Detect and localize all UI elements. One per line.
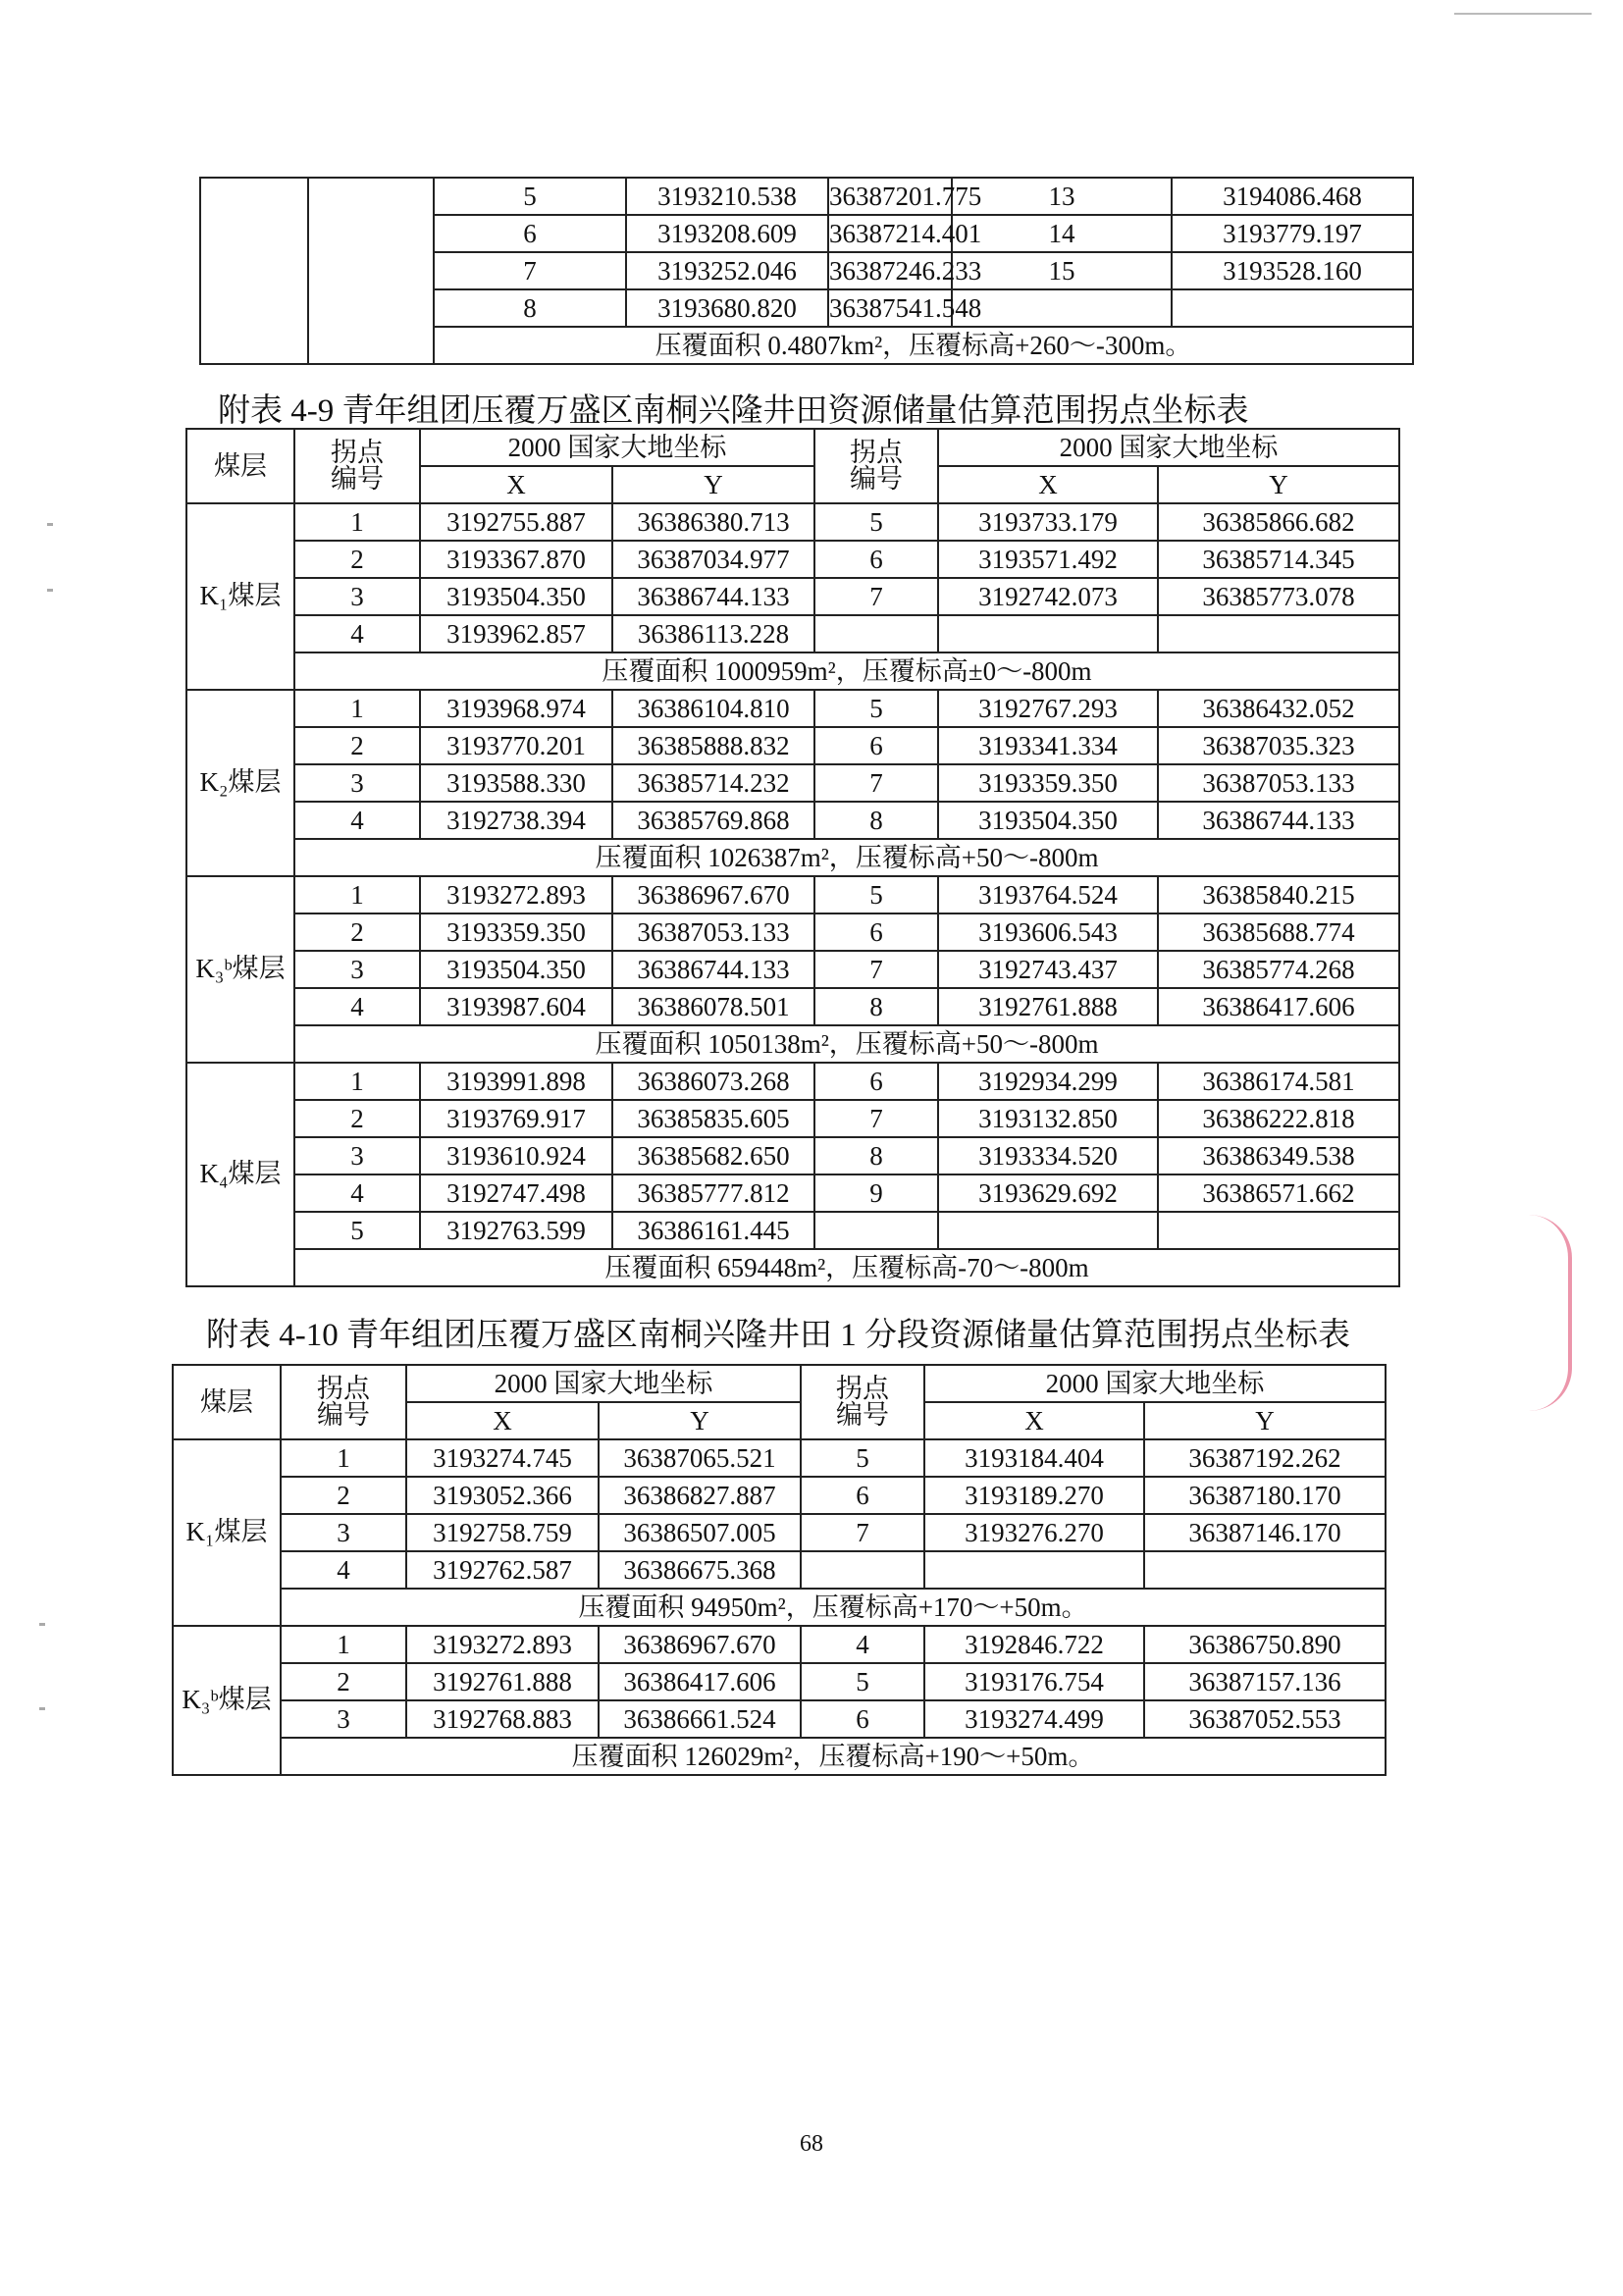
point-number-cell: 5: [814, 690, 938, 727]
point-number-cell: 7: [814, 951, 938, 988]
y-header: Y: [1158, 466, 1399, 503]
point-number-cell: 6: [814, 541, 938, 578]
x-coordinate-cell: 3193184.404: [924, 1439, 1144, 1477]
x-coordinate-cell: 3193252.046: [626, 252, 828, 289]
scan-mark: [47, 523, 53, 526]
point-number-cell: 7: [434, 252, 626, 289]
table-4-9: [185, 428, 1400, 1287]
table-row: [186, 727, 1399, 764]
area-elevation-footer: 压覆面积 126029m²，压覆标高+190～+50m。: [281, 1738, 1386, 1775]
point-number-cell: 4: [294, 615, 420, 652]
y-header: Y: [599, 1402, 801, 1439]
point-number-cell: 4: [294, 1174, 420, 1212]
red-stamp-edge: [1529, 1215, 1572, 1411]
seam-cell: [200, 178, 308, 364]
x-coordinate-cell: 3193132.850: [938, 1100, 1158, 1137]
point-number-cell: 8: [814, 802, 938, 839]
x-coordinate-cell: 3193987.604: [420, 988, 612, 1025]
y-coordinate-cell: 36385714.345: [1158, 541, 1399, 578]
table-row: [173, 1439, 1386, 1477]
x-coordinate-cell: 3193733.179: [938, 503, 1158, 541]
point-number-header: [814, 429, 938, 503]
table-row: [186, 913, 1399, 951]
x-coordinate-cell: 3194086.468: [1172, 178, 1413, 215]
point-number-cell: 2: [281, 1663, 406, 1700]
y-coordinate-cell: 36387034.977: [612, 541, 814, 578]
table-row: [186, 951, 1399, 988]
point-number-cell: 1: [294, 690, 420, 727]
y-coordinate-cell: 36386744.133: [612, 951, 814, 988]
y-coordinate-cell: 36386078.501: [612, 988, 814, 1025]
x-coordinate-cell: 3192768.883: [406, 1700, 599, 1738]
footer-row: [173, 1589, 1386, 1626]
scan-mark: [39, 1623, 45, 1626]
x-coordinate-cell: 3193052.366: [406, 1477, 599, 1514]
table-row: [186, 690, 1399, 727]
x-coordinate-cell: 3193764.524: [938, 876, 1158, 913]
x-coordinate-cell: 3193341.334: [938, 727, 1158, 764]
y-header: Y: [1144, 1402, 1386, 1439]
y-coordinate-cell: 36387180.170: [1144, 1477, 1386, 1514]
y-coordinate-cell: 36387192.262: [1144, 1439, 1386, 1477]
area-elevation-footer: 压覆面积 94950m²，压覆标高+170～+50m。: [281, 1589, 1386, 1626]
point-number-cell: 5: [814, 876, 938, 913]
y-coordinate-cell: 36385773.078: [1158, 578, 1399, 615]
y-coordinate-cell: 36385714.232: [612, 764, 814, 802]
x-coordinate-cell: 3192747.498: [420, 1174, 612, 1212]
y-coordinate-cell: 36386967.670: [612, 876, 814, 913]
x-coordinate-cell: 3193176.754: [924, 1663, 1144, 1700]
y-coordinate-cell: 36387201.775: [828, 178, 952, 215]
point-number-cell: 6: [814, 1063, 938, 1100]
coordinate-header: 2000 国家大地坐标: [406, 1365, 801, 1402]
x-header: X: [924, 1402, 1144, 1439]
point-number-cell: 15: [952, 252, 1172, 289]
area-elevation-footer: 压覆面积 1000959m²，压覆标高±0～-800m: [294, 652, 1399, 690]
footer-row: [186, 1249, 1399, 1286]
y-coordinate-cell: 36386571.662: [1158, 1174, 1399, 1212]
point-number-cell: [801, 1551, 924, 1589]
point-number-cell: 1: [294, 876, 420, 913]
y-coordinate-cell: 36385835.605: [612, 1100, 814, 1137]
y-coordinate-cell: 36387065.521: [599, 1439, 801, 1477]
y-coordinate-cell: 36387053.133: [1158, 764, 1399, 802]
x-coordinate-cell: 3192761.888: [938, 988, 1158, 1025]
scan-edge-line: [1454, 13, 1592, 15]
point-number-cell: 13: [952, 178, 1172, 215]
x-coordinate-cell: [938, 615, 1158, 652]
coordinate-table-continued: [199, 177, 1414, 365]
point-number-cell: 2: [281, 1477, 406, 1514]
table-row: [186, 615, 1399, 652]
table-row: [186, 988, 1399, 1025]
x-coordinate-cell: 3193272.893: [420, 876, 612, 913]
y-coordinate-cell: 36387541.548: [828, 289, 952, 327]
x-coordinate-cell: 3193571.492: [938, 541, 1158, 578]
x-coordinate-cell: 3193968.974: [420, 690, 612, 727]
y-coordinate-cell: 36385866.682: [1158, 503, 1399, 541]
table-row: [186, 1212, 1399, 1249]
point-number-cell: 3: [294, 578, 420, 615]
x-coordinate-cell: 3192742.073: [938, 578, 1158, 615]
table-row: [186, 541, 1399, 578]
y-coordinate-cell: 36385888.832: [612, 727, 814, 764]
table-row: [173, 1700, 1386, 1738]
point-number-cell: 2: [294, 913, 420, 951]
x-coordinate-cell: 3192762.587: [406, 1551, 599, 1589]
x-coordinate-cell: 3192767.293: [938, 690, 1158, 727]
table-4-10: [172, 1364, 1387, 1776]
seam-cell: K₁煤层: [186, 503, 294, 690]
point-number-cell: 3: [281, 1514, 406, 1551]
y-coordinate-cell: 36386827.887: [599, 1477, 801, 1514]
coordinate-header: 2000 国家大地坐标: [420, 429, 814, 466]
table-row: [200, 178, 1413, 215]
area-elevation-footer: 压覆面积 0.4807km²，压覆标高+260～-300m。: [434, 327, 1413, 364]
header-line: 拐点: [836, 1374, 889, 1403]
table-4-10-caption: 附表 4-10 青年组团压覆万盛区南桐兴隆井田 1 分段资源储量估算范围拐点坐标表: [206, 1318, 1350, 1353]
point-number-cell: 7: [801, 1514, 924, 1551]
x-coordinate-cell: 3192761.888: [406, 1663, 599, 1700]
footer-row: [173, 1738, 1386, 1775]
header-line: 编号: [836, 1400, 889, 1430]
table-row: [186, 802, 1399, 839]
seam-cell: K₂煤层: [186, 690, 294, 876]
x-coordinate-cell: 3193504.350: [938, 802, 1158, 839]
y-coordinate-cell: 36385688.774: [1158, 913, 1399, 951]
point-number-cell: 7: [814, 578, 938, 615]
x-coordinate-cell: 3193991.898: [420, 1063, 612, 1100]
scan-mark: [47, 589, 53, 592]
x-coordinate-cell: [938, 1212, 1158, 1249]
scan-mark: [39, 1707, 45, 1710]
point-number-header: [801, 1365, 924, 1439]
x-coordinate-cell: 3193588.330: [420, 764, 612, 802]
point-number-cell: 8: [814, 988, 938, 1025]
point-number-cell: 3: [294, 951, 420, 988]
table-row: [173, 1626, 1386, 1663]
table-4-9-caption: 附表 4-9 青年组团压覆万盛区南桐兴隆井田资源储量估算范围拐点坐标表: [218, 393, 1249, 429]
y-coordinate-cell: 36387146.170: [1144, 1514, 1386, 1551]
y-coordinate-cell: 36386967.670: [599, 1626, 801, 1663]
x-coordinate-cell: 3193276.270: [924, 1514, 1144, 1551]
x-coordinate-cell: 3192738.394: [420, 802, 612, 839]
seam-cell: [308, 178, 434, 364]
x-coordinate-cell: 3193610.924: [420, 1137, 612, 1174]
point-number-cell: 3: [294, 1137, 420, 1174]
y-coordinate-cell: 36385774.268: [1158, 951, 1399, 988]
y-coordinate-cell: 36385682.650: [612, 1137, 814, 1174]
y-header: Y: [612, 466, 814, 503]
x-coordinate-cell: 3193504.350: [420, 578, 612, 615]
x-coordinate-cell: 3192758.759: [406, 1514, 599, 1551]
header-row: [173, 1365, 1386, 1402]
x-coordinate-cell: 3193528.160: [1172, 252, 1413, 289]
x-header: X: [406, 1402, 599, 1439]
point-number-cell: 1: [281, 1439, 406, 1477]
point-number-cell: 6: [801, 1477, 924, 1514]
coordinate-header: 2000 国家大地坐标: [924, 1365, 1386, 1402]
table-row: [173, 1551, 1386, 1589]
table-row: [186, 1100, 1399, 1137]
point-number-cell: 4: [281, 1551, 406, 1589]
y-coordinate-cell: 36386161.445: [612, 1212, 814, 1249]
x-coordinate-cell: 3192763.599: [420, 1212, 612, 1249]
point-number-cell: [814, 615, 938, 652]
seam-cell: K₄煤层: [186, 1063, 294, 1286]
x-coordinate-cell: 3192755.887: [420, 503, 612, 541]
x-coordinate-cell: 3193962.857: [420, 615, 612, 652]
table-row: [173, 1663, 1386, 1700]
y-coordinate-cell: 36386744.133: [1158, 802, 1399, 839]
point-number-cell: 5: [294, 1212, 420, 1249]
point-number-cell: 5: [801, 1439, 924, 1477]
y-coordinate-cell: [1158, 1212, 1399, 1249]
point-number-cell: 1: [281, 1626, 406, 1663]
point-number-header: [294, 429, 420, 503]
point-number-cell: 1: [294, 503, 420, 541]
x-coordinate-cell: 3193359.350: [420, 913, 612, 951]
point-number-cell: [952, 289, 1172, 327]
y-coordinate-cell: 36386073.268: [612, 1063, 814, 1100]
table-row: [186, 764, 1399, 802]
table-row: [173, 1514, 1386, 1551]
table-row: [173, 1477, 1386, 1514]
y-coordinate-cell: 36386113.228: [612, 615, 814, 652]
y-coordinate-cell: 36386661.524: [599, 1700, 801, 1738]
seam-cell: K₁煤层: [173, 1439, 281, 1626]
x-coordinate-cell: 3192934.299: [938, 1063, 1158, 1100]
header-line: 拐点: [331, 438, 384, 467]
y-coordinate-cell: 36386744.133: [612, 578, 814, 615]
x-coordinate-cell: 3193189.270: [924, 1477, 1144, 1514]
y-coordinate-cell: 36387053.133: [612, 913, 814, 951]
point-number-cell: 9: [814, 1174, 938, 1212]
x-header: X: [420, 466, 612, 503]
x-coordinate-cell: [1172, 289, 1413, 327]
point-number-cell: 7: [814, 764, 938, 802]
y-coordinate-cell: [1158, 615, 1399, 652]
table-row: [186, 578, 1399, 615]
point-number-cell: 6: [814, 913, 938, 951]
point-number-cell: 8: [434, 289, 626, 327]
y-coordinate-cell: 36386750.890: [1144, 1626, 1386, 1663]
y-coordinate-cell: 36386507.005: [599, 1514, 801, 1551]
point-number-cell: [814, 1212, 938, 1249]
footer-row: [186, 652, 1399, 690]
x-coordinate-cell: 3193779.197: [1172, 215, 1413, 252]
point-number-cell: 5: [814, 503, 938, 541]
point-number-cell: 5: [434, 178, 626, 215]
table-row: [186, 876, 1399, 913]
x-coordinate-cell: 3193272.893: [406, 1626, 599, 1663]
y-coordinate-cell: 36387035.323: [1158, 727, 1399, 764]
y-coordinate-cell: 36386675.368: [599, 1551, 801, 1589]
point-number-cell: 6: [801, 1700, 924, 1738]
seam-cell: K₃ᵇ煤层: [173, 1626, 281, 1775]
point-number-cell: 1: [294, 1063, 420, 1100]
y-coordinate-cell: 36387214.401: [828, 215, 952, 252]
area-elevation-footer: 压覆面积 659448m²，压覆标高-70～-800m: [294, 1249, 1399, 1286]
x-coordinate-cell: 3193504.350: [420, 951, 612, 988]
x-coordinate-cell: 3193359.350: [938, 764, 1158, 802]
y-coordinate-cell: 36387246.233: [828, 252, 952, 289]
y-coordinate-cell: 36386349.538: [1158, 1137, 1399, 1174]
header-line: 编号: [331, 464, 384, 494]
point-number-cell: 4: [294, 988, 420, 1025]
y-coordinate-cell: 36385840.215: [1158, 876, 1399, 913]
x-coordinate-cell: 3193769.917: [420, 1100, 612, 1137]
seam-header: 煤层: [173, 1365, 281, 1439]
table-row: [186, 1063, 1399, 1100]
x-header: X: [938, 466, 1158, 503]
y-coordinate-cell: 36386104.810: [612, 690, 814, 727]
area-elevation-footer: 压覆面积 1026387m²，压覆标高+50～-800m: [294, 839, 1399, 876]
coordinate-header: 2000 国家大地坐标: [938, 429, 1399, 466]
point-number-header: [281, 1365, 406, 1439]
x-coordinate-cell: 3193770.201: [420, 727, 612, 764]
point-number-cell: 8: [814, 1137, 938, 1174]
seam-header: 煤层: [186, 429, 294, 503]
point-number-cell: 4: [294, 802, 420, 839]
header-line: 拐点: [850, 438, 903, 467]
x-coordinate-cell: 3192743.437: [938, 951, 1158, 988]
point-number-cell: 2: [294, 1100, 420, 1137]
area-elevation-footer: 压覆面积 1050138m²，压覆标高+50～-800m: [294, 1025, 1399, 1063]
x-coordinate-cell: [924, 1551, 1144, 1589]
point-number-cell: 3: [281, 1700, 406, 1738]
y-coordinate-cell: 36386417.606: [1158, 988, 1399, 1025]
point-number-cell: 14: [952, 215, 1172, 252]
y-coordinate-cell: 36386432.052: [1158, 690, 1399, 727]
seam-cell: K₃ᵇ煤层: [186, 876, 294, 1063]
y-coordinate-cell: 36387052.553: [1144, 1700, 1386, 1738]
header-line: 编号: [317, 1400, 370, 1430]
x-coordinate-cell: 3193606.543: [938, 913, 1158, 951]
x-coordinate-cell: 3193367.870: [420, 541, 612, 578]
point-number-cell: 2: [294, 541, 420, 578]
y-coordinate-cell: 36386380.713: [612, 503, 814, 541]
y-coordinate-cell: 36386222.818: [1158, 1100, 1399, 1137]
y-coordinate-cell: [1144, 1551, 1386, 1589]
x-coordinate-cell: 3193334.520: [938, 1137, 1158, 1174]
x-coordinate-cell: 3193680.820: [626, 289, 828, 327]
x-coordinate-cell: 3192846.722: [924, 1626, 1144, 1663]
header-row: [186, 429, 1399, 466]
footer-row: [186, 839, 1399, 876]
x-coordinate-cell: 3193210.538: [626, 178, 828, 215]
point-number-cell: 3: [294, 764, 420, 802]
y-coordinate-cell: 36386417.606: [599, 1663, 801, 1700]
y-coordinate-cell: 36387157.136: [1144, 1663, 1386, 1700]
point-number-cell: 4: [801, 1626, 924, 1663]
y-coordinate-cell: 36385777.812: [612, 1174, 814, 1212]
table-row: [186, 1137, 1399, 1174]
header-line: 拐点: [317, 1374, 370, 1403]
y-coordinate-cell: 36385769.868: [612, 802, 814, 839]
x-coordinate-cell: 3193274.499: [924, 1700, 1144, 1738]
y-coordinate-cell: 36386174.581: [1158, 1063, 1399, 1100]
x-coordinate-cell: 3193208.609: [626, 215, 828, 252]
page-number: 68: [800, 2131, 823, 2157]
point-number-cell: 7: [814, 1100, 938, 1137]
table-row: [186, 1174, 1399, 1212]
x-coordinate-cell: 3193274.745: [406, 1439, 599, 1477]
point-number-cell: 6: [814, 727, 938, 764]
footer-row: [186, 1025, 1399, 1063]
point-number-cell: 6: [434, 215, 626, 252]
table-row: [186, 503, 1399, 541]
point-number-cell: 5: [801, 1663, 924, 1700]
header-line: 编号: [850, 464, 903, 494]
x-coordinate-cell: 3193629.692: [938, 1174, 1158, 1212]
point-number-cell: 2: [294, 727, 420, 764]
